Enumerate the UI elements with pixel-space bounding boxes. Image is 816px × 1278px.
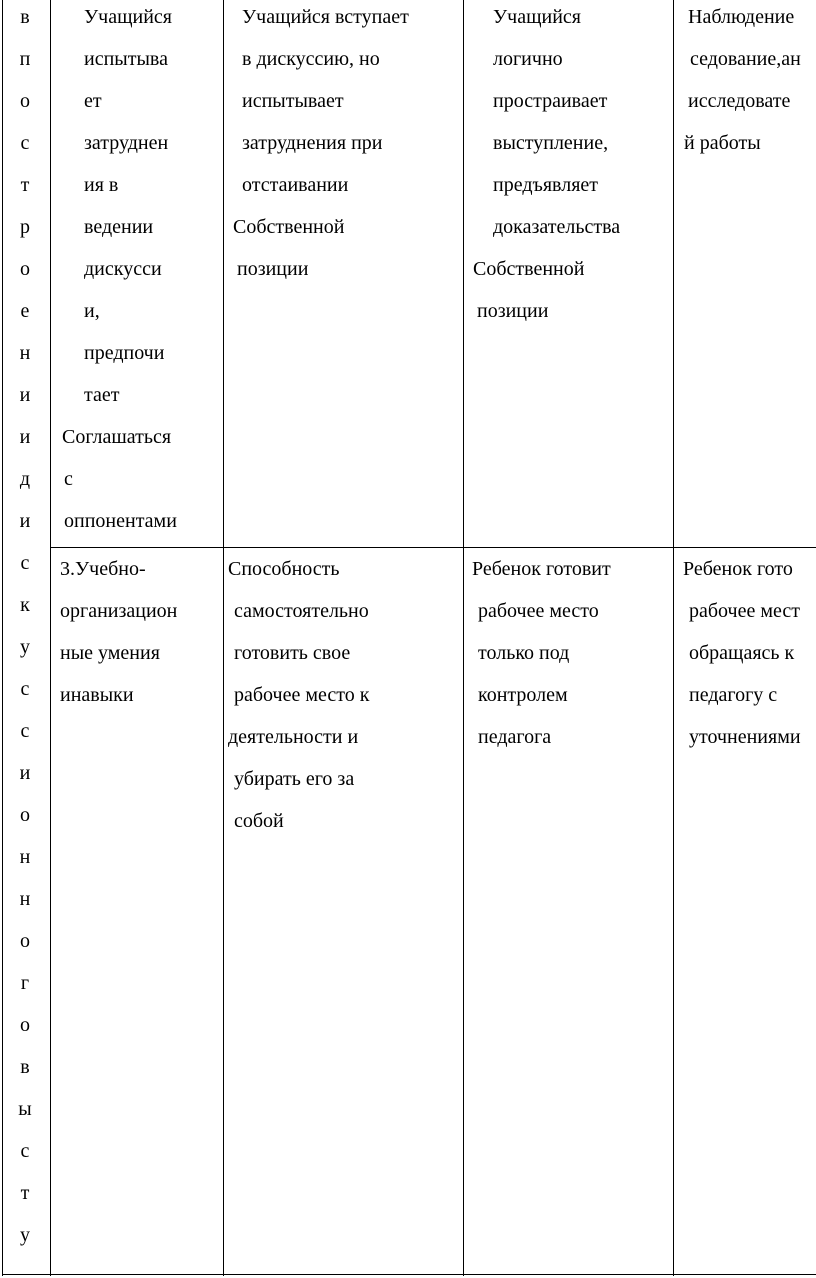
cell-line: самостоятельно: [234, 600, 369, 622]
vertical-letter: п: [19, 48, 31, 70]
cell-line: собой: [234, 810, 284, 832]
cell-line: Учащийся: [493, 6, 581, 28]
cell-line: седование,ан: [690, 48, 801, 70]
cell-line: контролем: [478, 684, 568, 706]
vertical-letter: у: [20, 636, 30, 658]
row1-col3-cell: [473, 0, 620, 332]
vertical-letter: о: [20, 258, 30, 280]
vertical-letter: и: [19, 762, 31, 784]
cell-line: позиции: [237, 258, 309, 280]
cell-line: предъявляет: [493, 174, 599, 196]
vertical-letter: н: [19, 846, 31, 868]
vertical-letter: в: [20, 1056, 30, 1078]
cell-line: рабочее мест: [689, 600, 800, 622]
vertical-letter: у: [20, 1224, 30, 1246]
cell-line: Учащийся: [84, 6, 172, 28]
vertical-letter: о: [20, 90, 30, 112]
cell-line: дискусси: [84, 258, 162, 280]
vertical-letter: о: [20, 930, 30, 952]
vertical-letter: о: [20, 1014, 30, 1036]
cell-line: логично: [493, 48, 563, 70]
vertical-letter: с: [20, 678, 30, 700]
cell-line: Ребенок готовит: [472, 558, 611, 580]
cell-line: 3.Учебно-: [60, 558, 146, 580]
cell-line: испытывает: [242, 90, 344, 112]
row2-col1-cell: [60, 548, 177, 716]
cell-line: деятельности и: [228, 726, 359, 748]
row1-col4-cell: [684, 0, 801, 164]
cell-line: ведении: [84, 216, 154, 238]
cell-line: убирать его за: [234, 768, 355, 790]
cell-line: и,: [84, 300, 100, 322]
column-divider-3: [463, 0, 464, 1276]
row1-col1-cell: [62, 0, 177, 542]
row2-col2-cell: [228, 548, 369, 842]
cell-line: с: [64, 468, 73, 490]
cell-line: Ребенок гото: [683, 558, 793, 580]
cell-line: Собственной: [473, 258, 585, 280]
cell-line: рабочее место: [478, 600, 599, 622]
cell-line: в дискуссию, но: [242, 48, 380, 70]
cell-line: исследовате: [688, 90, 791, 112]
vertical-letter: г: [20, 972, 30, 994]
vertical-column-text: [14, 0, 36, 1256]
vertical-letter: т: [20, 1182, 30, 1204]
vertical-letter: к: [20, 594, 30, 616]
vertical-letter: р: [20, 216, 30, 238]
cell-line: простраивает: [493, 90, 608, 112]
cell-line: Соглашаться: [62, 426, 172, 448]
cell-line: ия в: [84, 174, 119, 196]
table-border-left: [2, 0, 3, 1276]
cell-line: Наблюдение: [688, 6, 795, 28]
cell-line: педагога: [478, 726, 552, 748]
cell-line: испытыва: [84, 48, 168, 70]
vertical-letter: н: [19, 888, 31, 910]
vertical-letter: о: [20, 804, 30, 826]
cell-line: педагогу с: [689, 684, 778, 706]
cell-line: уточнениями: [689, 726, 801, 748]
cell-line: предпочи: [84, 342, 165, 364]
vertical-letter: н: [19, 342, 31, 364]
cell-line: ет: [84, 90, 102, 112]
cell-line: доказательства: [493, 216, 621, 238]
vertical-letter: е: [20, 300, 30, 322]
cell-line: тает: [84, 384, 120, 406]
cell-line: готовить свое: [234, 642, 351, 664]
cell-line: выступление,: [493, 132, 609, 154]
column-divider-4: [673, 0, 674, 1276]
column-divider-1: [50, 0, 51, 1276]
table-border-bottom: [2, 1274, 816, 1275]
cell-line: отстаивании: [242, 174, 349, 196]
cell-line: Учащийся вступает: [242, 6, 409, 28]
row2-col3-cell: [472, 548, 611, 758]
cell-line: Собственной: [233, 216, 345, 238]
cell-line: ные умения: [60, 642, 160, 664]
vertical-letter: с: [20, 132, 30, 154]
row1-col2-cell: [233, 0, 409, 290]
vertical-letter: и: [19, 384, 31, 406]
vertical-letter: ы: [18, 1098, 32, 1120]
row2-col4-cell: [683, 548, 801, 758]
cell-line: только под: [478, 642, 570, 664]
cell-line: затруднен: [84, 132, 169, 154]
cell-line: инавыки: [60, 684, 134, 706]
cell-line: обращаясь к: [689, 642, 795, 664]
column-divider-2: [223, 0, 224, 1276]
vertical-letter: в: [20, 6, 30, 28]
cell-line: позиции: [477, 300, 549, 322]
cell-line: оппонентами: [64, 510, 177, 532]
cell-line: рабочее место к: [234, 684, 370, 706]
vertical-letter: с: [20, 720, 30, 742]
cell-line: Способность: [228, 558, 340, 580]
vertical-letter: и: [19, 510, 31, 532]
vertical-letter: с: [20, 1140, 30, 1162]
vertical-letter: и: [19, 426, 31, 448]
cell-line: затруднения при: [242, 132, 383, 154]
vertical-letter: т: [20, 174, 30, 196]
vertical-letter: д: [19, 468, 31, 490]
cell-line: организацион: [60, 600, 178, 622]
cell-line: й работы: [684, 132, 761, 154]
vertical-letter: с: [20, 552, 30, 574]
